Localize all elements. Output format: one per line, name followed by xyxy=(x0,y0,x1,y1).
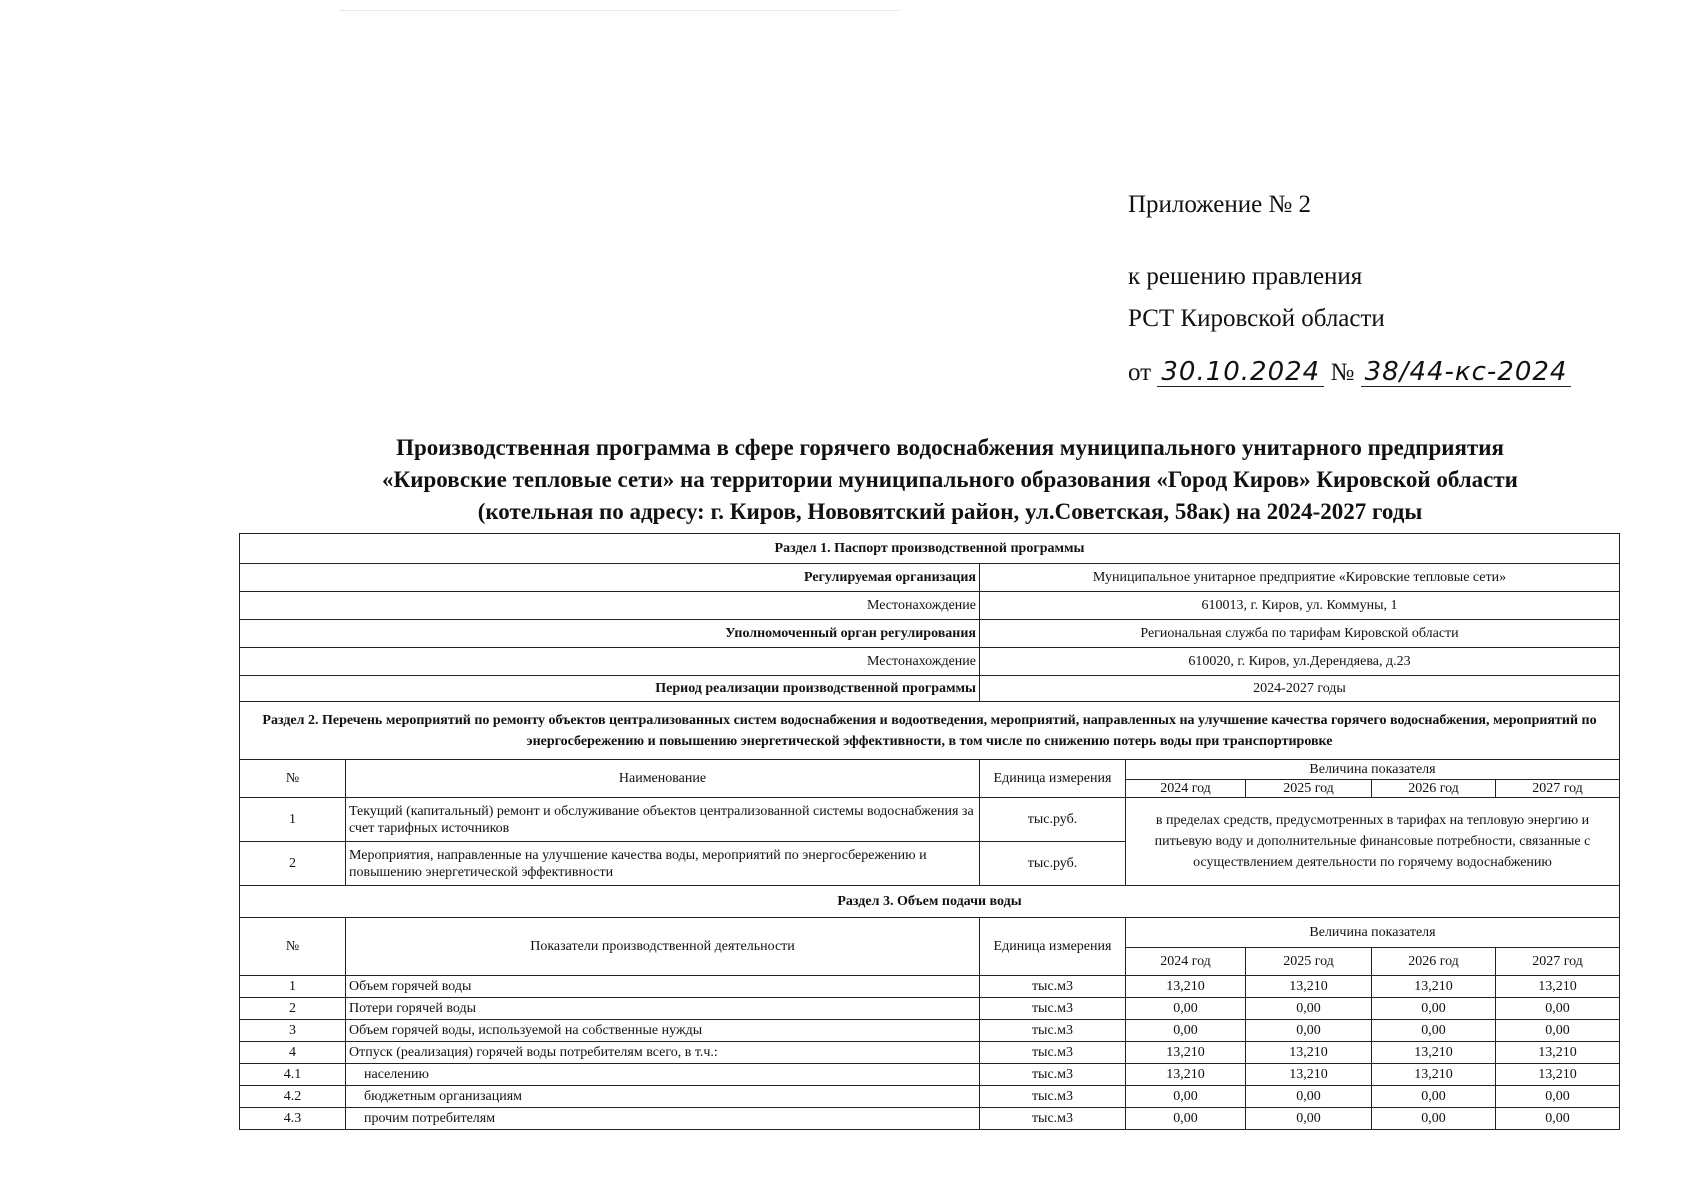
section3-row-num: 2 xyxy=(240,998,346,1020)
section3-row-value: 0,00 xyxy=(1126,1108,1246,1130)
section1-value: 2024-2027 годы xyxy=(980,676,1620,702)
section3-col-value: Величина показателя xyxy=(1126,918,1620,948)
section3-row-unit: тыс.м3 xyxy=(980,1042,1126,1064)
section3-row-value: 0,00 xyxy=(1496,1020,1620,1042)
section1-value: Муниципальное унитарное предприятие «Кировские тепловые сети» xyxy=(980,564,1620,592)
handwritten-date: 30.10.2024 xyxy=(1157,358,1324,387)
section3-row xyxy=(240,1064,1620,1086)
section3-row-value: 13,210 xyxy=(1496,1064,1620,1086)
section3-row-value: 0,00 xyxy=(1246,1020,1372,1042)
title-line-2: «Кировские тепловые сети» на территории муниципального образования «Город Киров» Кировской области xyxy=(382,467,1518,492)
section1-label: Регулируемая организация xyxy=(240,564,980,592)
section3-row-num: 3 xyxy=(240,1020,346,1042)
section3-row xyxy=(240,1020,1620,1042)
section3-year: 2025 год xyxy=(1246,948,1372,976)
section2-year: 2026 год xyxy=(1372,780,1496,798)
section3-row-value: 0,00 xyxy=(1246,1108,1372,1130)
section3-row-value: 0,00 xyxy=(1496,1086,1620,1108)
section2-col-value: Величина показателя xyxy=(1126,760,1620,780)
section1-value: 610020, г. Киров, ул.Дерендяева, д.23 xyxy=(980,648,1620,676)
section3-row-name: прочим потребителям xyxy=(346,1108,980,1130)
section3-row-value: 0,00 xyxy=(1372,998,1496,1020)
from-label: от xyxy=(1128,359,1152,386)
section3-row-unit: тыс.м3 xyxy=(980,1086,1126,1108)
section3-row-num: 4.2 xyxy=(240,1086,346,1108)
section3-row-num: 4.3 xyxy=(240,1108,346,1130)
handwritten-number: 38/44-кс-2024 xyxy=(1361,358,1572,387)
section3-row-name: Потери горячей воды xyxy=(346,998,980,1020)
section3-row-value: 0,00 xyxy=(1246,998,1372,1020)
section3-row xyxy=(240,1108,1620,1130)
section3-row-value: 0,00 xyxy=(1246,1086,1372,1108)
appendix-line-authority: РСТ Кировской области xyxy=(1128,305,1385,332)
section3-row xyxy=(240,998,1620,1020)
section3-year: 2026 год xyxy=(1372,948,1496,976)
section3-row-value: 0,00 xyxy=(1496,998,1620,1020)
section1-heading: Раздел 1. Паспорт производственной программы xyxy=(240,534,1620,564)
section3-col-name: Показатели производственной деятельности xyxy=(346,918,980,976)
section3-row-value: 13,210 xyxy=(1496,1042,1620,1064)
section3-row-value: 13,210 xyxy=(1246,1064,1372,1086)
section1-label: Период реализации производственной программы xyxy=(240,676,980,702)
section3-row-value: 13,210 xyxy=(1372,976,1496,998)
section3-row-value: 0,00 xyxy=(1496,1108,1620,1130)
section3-row-unit: тыс.м3 xyxy=(980,1020,1126,1042)
section2-row-unit: тыс.руб. xyxy=(980,798,1126,842)
section1-label: Местонахождение xyxy=(240,648,980,676)
section2-row-num: 1 xyxy=(240,798,346,842)
section2-year: 2024 год xyxy=(1126,780,1246,798)
section1-label: Местонахождение xyxy=(240,592,980,620)
section3-row-value: 13,210 xyxy=(1126,1064,1246,1086)
section3-row-unit: тыс.м3 xyxy=(980,976,1126,998)
section3-row-name: населению xyxy=(346,1064,980,1086)
section3-col-num: № xyxy=(240,918,346,976)
section3-col-unit: Единица измерения xyxy=(980,918,1126,976)
section3-row-value: 0,00 xyxy=(1372,1020,1496,1042)
section3-row-unit: тыс.м3 xyxy=(980,1108,1126,1130)
section1-value: 610013, г. Киров, ул. Коммуны, 1 xyxy=(980,592,1620,620)
section3-row-unit: тыс.м3 xyxy=(980,1064,1126,1086)
section3-row-value: 13,210 xyxy=(1372,1064,1496,1086)
section3-row-value: 13,210 xyxy=(1126,1042,1246,1064)
section3-row-name: Объем горячей воды, используемой на собственные нужды xyxy=(346,1020,980,1042)
section2-year: 2027 год xyxy=(1496,780,1620,798)
scan-artifact xyxy=(340,10,900,15)
section2-row-name: Текущий (капитальный) ремонт и обслуживание объектов централизованной системы водоснабжения за счет тарифных источников xyxy=(346,798,980,842)
section3-row-num: 4 xyxy=(240,1042,346,1064)
section2-row-num: 2 xyxy=(240,842,346,886)
section3-row xyxy=(240,976,1620,998)
section3-row-value: 0,00 xyxy=(1126,998,1246,1020)
section3-row-value: 13,210 xyxy=(1372,1042,1496,1064)
section1-label: Уполномоченный орган регулирования xyxy=(240,620,980,648)
section2-heading: Раздел 2. Перечень мероприятий по ремонту объектов централизованных систем водоснабжения и водоотведения, мероприятий, направленных на улучшение качества горячего водоснабжения, мероприятий по энергосбережению и повышению энергетической эффективности, в том числе по снижению потерь воды при транспортировке xyxy=(240,702,1620,760)
section3-row xyxy=(240,1042,1620,1064)
title-line-1: Производственная программа в сфере горячего водоснабжения муниципального унитарного предприятия xyxy=(396,435,1504,460)
section3-row-name: бюджетным организациям xyxy=(346,1086,980,1108)
section3-row-value: 13,210 xyxy=(1126,976,1246,998)
section2-col-unit: Единица измерения xyxy=(980,760,1126,798)
section2-col-num: № xyxy=(240,760,346,798)
section2-col-name: Наименование xyxy=(346,760,980,798)
section3-row-unit: тыс.м3 xyxy=(980,998,1126,1020)
appendix-line-date xyxy=(1128,356,1571,390)
section3-heading: Раздел 3. Объем подачи воды xyxy=(240,886,1620,918)
title-line-3: (котельная по адресу: г. Киров, Нововятский район, ул.Советская, 58ак) на 2024-2027 годы xyxy=(477,499,1423,524)
section3-row-num: 4.1 xyxy=(240,1064,346,1086)
number-label: № xyxy=(1330,359,1355,386)
program-table xyxy=(239,533,1620,1130)
section3-year: 2027 год xyxy=(1496,948,1620,976)
section3-row-name: Отпуск (реализация) горячей воды потребителям всего, в т.ч.: xyxy=(346,1042,980,1064)
section2-year: 2025 год xyxy=(1246,780,1372,798)
section3-row-value: 0,00 xyxy=(1372,1108,1496,1130)
section3-row xyxy=(240,1086,1620,1108)
appendix-line-decision: к решению правления xyxy=(1128,263,1363,290)
section3-row-value: 13,210 xyxy=(1246,1042,1372,1064)
section3-row-value: 0,00 xyxy=(1126,1020,1246,1042)
section1-value: Региональная служба по тарифам Кировской области xyxy=(980,620,1620,648)
section3-year: 2024 год xyxy=(1126,948,1246,976)
section3-row-num: 1 xyxy=(240,976,346,998)
section3-row-value: 0,00 xyxy=(1372,1086,1496,1108)
section3-row-value: 13,210 xyxy=(1496,976,1620,998)
section2-merged-note: в пределах средств, предусмотренных в тарифах на тепловую энергию и питьевую воду и дополнительные финансовые потребности, связанные с осуществлением деятельности по горячему водоснабжению xyxy=(1126,798,1620,886)
section2-row-name: Мероприятия, направленные на улучшение качества воды, мероприятий по энергосбережению и повышению энергетической эффективности xyxy=(346,842,980,886)
appendix-title: Приложение № 2 xyxy=(1128,191,1312,218)
section3-row-name: Объем горячей воды xyxy=(346,976,980,998)
document-title xyxy=(240,432,1660,528)
section3-row-value: 0,00 xyxy=(1126,1086,1246,1108)
section2-row-unit: тыс.руб. xyxy=(980,842,1126,886)
section3-row-value: 13,210 xyxy=(1246,976,1372,998)
